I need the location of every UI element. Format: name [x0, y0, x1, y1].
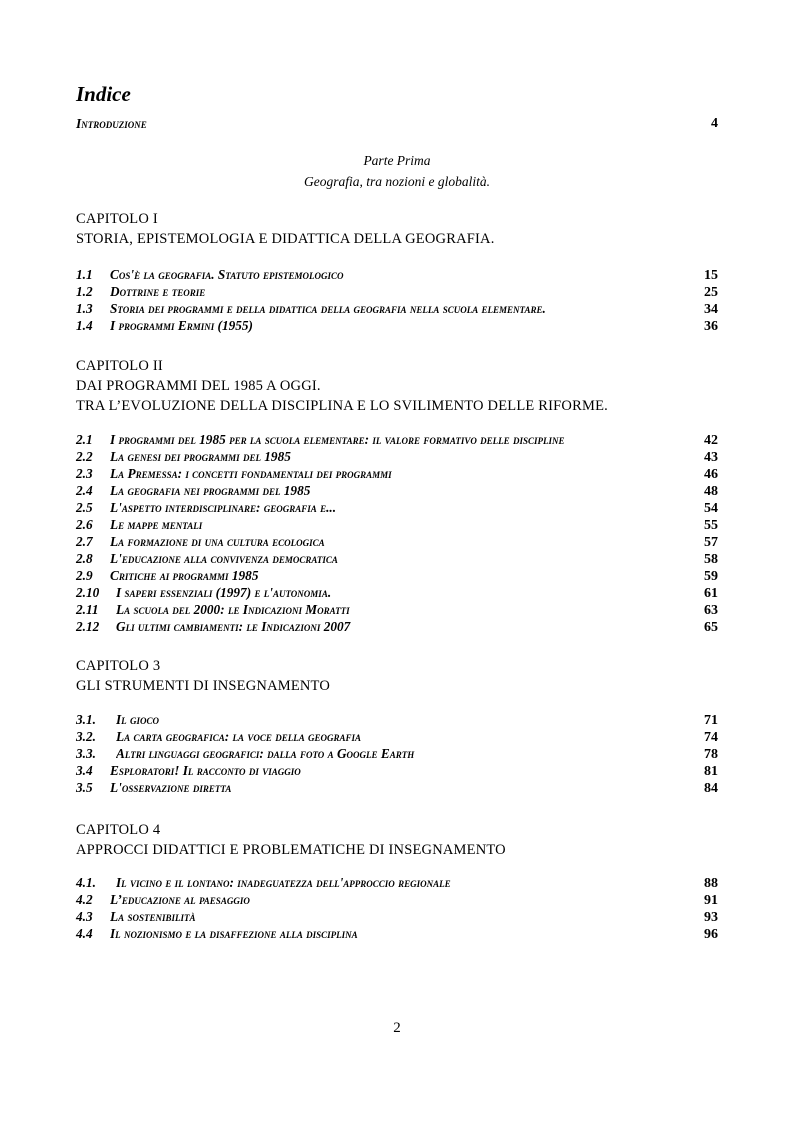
- toc-entry-page: 36: [704, 319, 718, 334]
- toc-entry: [76, 267, 718, 284]
- toc-entry-title: La geografia nei programmi del 1985: [110, 483, 311, 498]
- toc-entry-number: 2.6: [76, 517, 93, 532]
- toc-entry-title: La formazione di una cultura ecologica: [110, 534, 325, 549]
- toc-entry-number: 2.5: [76, 500, 93, 515]
- toc-entry: [76, 892, 718, 909]
- toc-entry-title: I saperi essenziali (1997) e l'autonomia.: [116, 585, 332, 600]
- chapter-entry-list: [76, 875, 718, 943]
- chapter-number: CAPITOLO I: [76, 211, 158, 227]
- toc-entry: [76, 318, 718, 335]
- toc-entry-label: Introduzione: [76, 116, 147, 131]
- toc-entry-number: 3.4: [76, 763, 93, 778]
- toc-entry: [76, 483, 718, 500]
- toc-entry-title: Il nozionismo e la disaffezione alla disciplina: [110, 926, 358, 941]
- chapter-title-line: APPROCCI DIDATTICI E PROBLEMATICHE DI INSEGNAMENTO: [76, 842, 506, 858]
- toc-entry-title: Storia dei programmi e della didattica della geografia nella scuola elementare.: [110, 301, 546, 316]
- toc-entry-title: La sostenibilità: [110, 909, 196, 924]
- toc-entry-number: 2.9: [76, 568, 93, 583]
- toc-entry-page: 54: [704, 501, 718, 516]
- toc-entry-page: 58: [704, 552, 718, 567]
- toc-entry-page: 63: [704, 603, 718, 618]
- toc-entry-number: 2.4: [76, 483, 93, 498]
- toc-entry-number: 4.3: [76, 909, 93, 924]
- toc-entry-number: 2.7: [76, 534, 93, 549]
- toc-entry-page: 57: [704, 535, 718, 550]
- toc-entry-number: 4.4: [76, 926, 93, 941]
- toc-entry-page: 88: [704, 876, 718, 891]
- toc-entry-title: La carta geografica: la voce della geografia: [116, 729, 362, 744]
- toc-entry-title: La Premessa: i concetti fondamentali dei programmi: [110, 466, 392, 481]
- toc-entry-title: I programmi Ermini (1955): [110, 318, 253, 333]
- toc-entry-number: 3.5: [76, 780, 93, 795]
- toc-entry-number: 1.2: [76, 284, 93, 299]
- chapter-heading: [76, 656, 330, 696]
- chapter-number: CAPITOLO II: [76, 358, 163, 374]
- toc-entry-page: 96: [704, 927, 718, 942]
- toc-entry: [76, 500, 718, 517]
- chapter-title-line: GLI STRUMENTI DI INSEGNAMENTO: [76, 678, 331, 694]
- toc-entry: [76, 763, 718, 780]
- part-label: Parte Prima: [363, 153, 431, 168]
- toc-entry: [76, 517, 718, 534]
- toc-entry-number: 3.2.: [76, 729, 96, 744]
- chapter-heading: [76, 209, 495, 249]
- toc-entry-page: 4: [711, 116, 718, 131]
- page-number: 2: [393, 1020, 401, 1036]
- toc-entry-page: 81: [704, 764, 718, 779]
- toc-entry: [76, 619, 718, 636]
- toc-entry: [76, 568, 718, 585]
- toc-entry-number: 2.2: [76, 449, 93, 464]
- toc-entry: [76, 301, 718, 318]
- toc-entry-page: 48: [704, 484, 718, 499]
- toc-entry-page: 55: [704, 518, 718, 533]
- toc-entry-page: 46: [704, 467, 718, 482]
- chapter-entry-list: [76, 432, 718, 636]
- toc-entry: [76, 875, 718, 892]
- toc-entry-number: 2.1: [76, 432, 93, 447]
- toc-entry: [76, 432, 718, 449]
- chapter-title-line: STORIA, EPISTEMOLOGIA E DIDATTICA DELLA GEOGRAFIA.: [76, 231, 495, 247]
- toc-entry-page: 74: [704, 730, 718, 745]
- toc-entry-title: L'aspetto interdisciplinare: geografia e...: [110, 500, 337, 515]
- toc-entry-number: 1.4: [76, 318, 93, 333]
- toc-entry-page: 59: [704, 569, 718, 584]
- toc-entry-number: 4.1.: [76, 875, 96, 890]
- toc-entry: [76, 602, 718, 619]
- toc-entry-title: Cos'è la geografia. Statuto epistemologico: [110, 267, 344, 282]
- toc-entry-number: 1.3: [76, 301, 93, 316]
- toc-entry-introduzione: [76, 116, 718, 132]
- toc-entry: [76, 466, 718, 483]
- toc-entry: [76, 926, 718, 943]
- toc-entry-number: 1.1: [76, 267, 93, 282]
- toc-entry: [76, 551, 718, 568]
- chapter-title-line: DAI PROGRAMMI DEL 1985 A OGGI.: [76, 378, 321, 394]
- toc-entry-page: 43: [704, 450, 718, 465]
- toc-entry-title: La scuola del 2000: le Indicazioni Moratti: [116, 602, 350, 617]
- toc-entry-page: 65: [704, 620, 718, 635]
- toc-entry-page: 71: [704, 713, 718, 728]
- toc-entry-page: 15: [704, 268, 718, 283]
- chapter-heading: [76, 356, 608, 416]
- toc-entry: [76, 585, 718, 602]
- toc-entry-page: 61: [704, 586, 718, 601]
- toc-entry-number: 3.1.: [76, 712, 96, 727]
- toc-entry-title: L'osservazione diretta: [110, 780, 232, 795]
- toc-entry-title: Altri linguaggi geografici: dalla foto a Google Earth: [116, 746, 415, 761]
- toc-entry-title: Esploratori! Il racconto di viaggio: [110, 763, 301, 778]
- toc-entry-page: 34: [704, 302, 718, 317]
- page-title: Indice: [76, 82, 131, 106]
- toc-entry-number: 2.3: [76, 466, 93, 481]
- toc-entry: [76, 534, 718, 551]
- toc-entry-number: 2.10: [76, 585, 100, 600]
- toc-entry-title: Le mappe mentali: [110, 517, 203, 532]
- toc-entry-number: 4.2: [76, 892, 93, 907]
- toc-entry-title: La genesi dei programmi del 1985: [110, 449, 291, 464]
- toc-entry-title: Il gioco: [116, 712, 160, 727]
- toc-entry: [76, 729, 718, 746]
- toc-entry-number: 2.8: [76, 551, 93, 566]
- toc-entry-page: 78: [704, 747, 718, 762]
- part-subtitle: Geografia, tra nozioni e globalità.: [303, 174, 490, 189]
- toc-entry-title: Gli ultimi cambiamenti: le Indicazioni 2007: [116, 619, 351, 634]
- toc-entry: [76, 780, 718, 797]
- chapter-heading: [76, 820, 506, 860]
- toc-entry: [76, 712, 718, 729]
- toc-entry: [76, 909, 718, 926]
- toc-entry-title: Critiche ai programmi 1985: [110, 568, 259, 583]
- toc-entry-title: L'educazione alla convivenza democratica: [110, 551, 338, 566]
- toc-entry-title: L’educazione al paesaggio: [110, 892, 250, 907]
- toc-entry: [76, 449, 718, 466]
- toc-entry-page: 84: [704, 781, 718, 796]
- toc-entry-title: I programmi del 1985 per la scuola elementare: il valore formativo delle discipline: [110, 432, 565, 447]
- toc-entry-number: 2.12: [76, 619, 100, 634]
- toc-entry: [76, 284, 718, 301]
- toc-entry: [76, 746, 718, 763]
- toc-entry-title: Dottrine e teorie: [110, 284, 206, 299]
- toc-entry-page: 42: [704, 433, 718, 448]
- chapter-number: CAPITOLO 3: [76, 658, 161, 674]
- toc-entry-number: 2.11: [76, 602, 99, 617]
- toc-entry-title: Il vicino e il lontano: inadeguatezza dell'approccio regionale: [116, 875, 451, 890]
- chapter-number: CAPITOLO 4: [76, 822, 161, 838]
- chapter-entry-list: [76, 267, 718, 335]
- toc-entry-number: 3.3.: [76, 746, 96, 761]
- toc-entry-page: 91: [704, 893, 718, 908]
- chapter-entry-list: [76, 712, 718, 797]
- chapter-title-line: TRA L’EVOLUZIONE DELLA DISCIPLINA E LO SVILIMENTO DELLE RIFORME.: [76, 398, 608, 414]
- toc-entry-page: 25: [704, 285, 718, 300]
- toc-entry-page: 93: [704, 910, 718, 925]
